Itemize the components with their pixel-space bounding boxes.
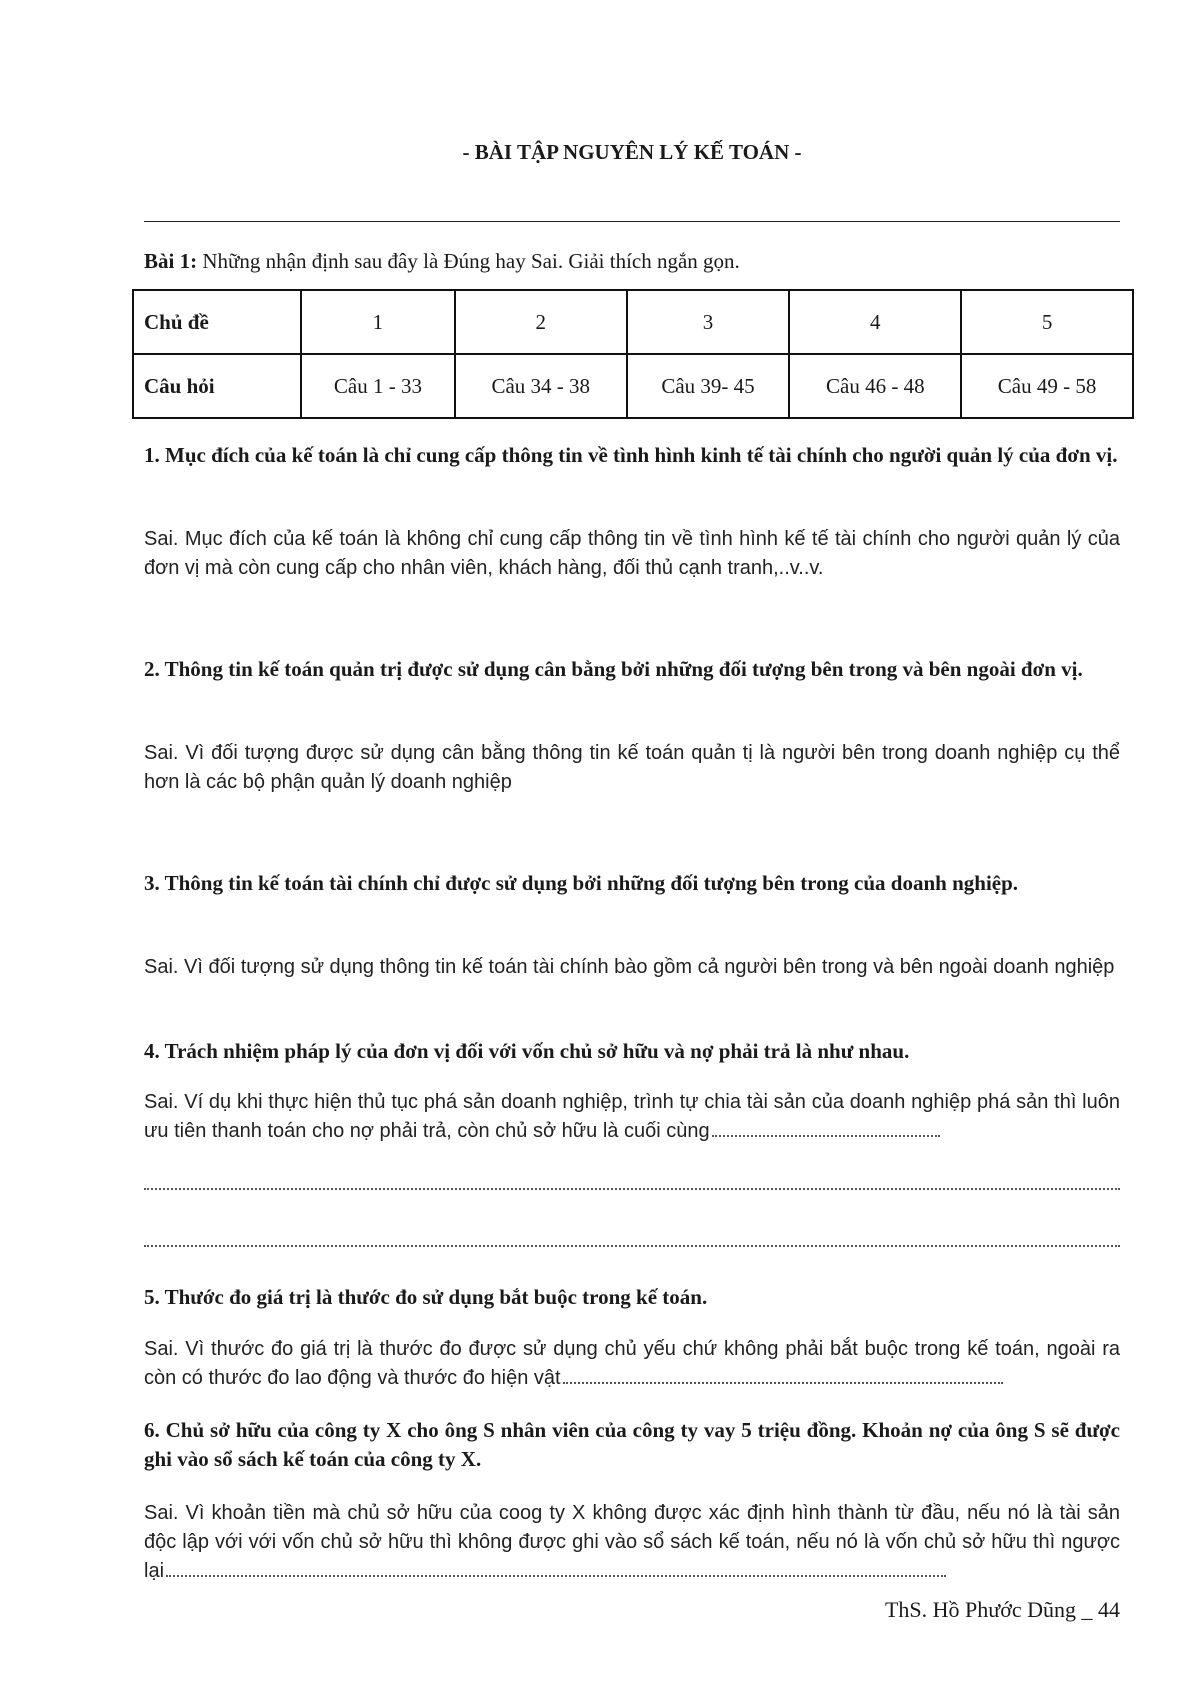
question-2: 2. Thông tin kế toán quản trị được sử dụng cân bằng bởi những đối tượng bên trong và bên ngoài đơn vị. — [144, 657, 1083, 681]
table-cell-question-range: Câu 46 - 48 — [789, 354, 961, 418]
table-cell-topic: 1 — [301, 290, 455, 354]
question-5: 5. Thước đo giá trị là thước đo sử dụng bắt buộc trong kế toán. — [144, 1285, 708, 1309]
question-4 — [144, 1037, 1120, 1066]
table-row-questions — [133, 354, 1133, 418]
exercise-intro — [144, 249, 740, 274]
table-cell-topic: 5 — [961, 290, 1133, 354]
answer-2: Sai. Vì đối tượng được sử dụng cân bằng thông tin kế toán quản tị là người bên trong doanh nghiệp cụ thể hơn là các bộ phận quản lý doanh nghiệp — [144, 742, 1120, 793]
table-cell-topic: 4 — [789, 290, 961, 354]
table-row-topics — [133, 290, 1133, 354]
topics-table — [132, 289, 1134, 419]
exercise-instruction: Những nhận định sau đây là Đúng hay Sai. Giải thích ngắn gọn. — [202, 249, 740, 273]
fill-dots — [563, 1382, 1003, 1384]
blank-answer-line — [144, 1188, 1120, 1190]
answer-4-text: Sai. Ví dụ khi thực hiện thủ tục phá sản doanh nghiệp, trình tự chia tài sản của doanh nghiệp phá sản thì luôn ưu tiên thanh toán cho nợ phải trả, còn chủ sở hữu là cuối cùng — [144, 1091, 1120, 1142]
question-1: 1. Mục đích của kế toán là chỉ cung cấp thông tin về tình hình kinh tế tài chính cho người quản lý của đơn vị. — [144, 443, 1118, 467]
answer-1: Sai. Mục đích của kế toán là không chỉ cung cấp thông tin về tình hình kế tế tài chính cho người quản lý của đơn vị mà còn cung cấp cho nhân viên, khách hàng, đối thủ cạnh tranh,..v..v. — [144, 528, 1120, 579]
answer-4 — [144, 1088, 1120, 1146]
answer-5-text: Sai. Vì thước đo giá trị là thước đo được sử dụng chủ yếu chứ không phải bắt buộc trong kế toán, ngoài ra còn có thước đo lao động và thước đo hiện vật — [144, 1338, 1120, 1389]
row-label-questions: Câu hỏi — [133, 354, 301, 418]
row-label-topic: Chủ đề — [133, 290, 301, 354]
document-page — [144, 0, 1120, 1698]
question-4-text: 4. Trách nhiệm pháp lý của đơn vị đối với vốn chủ sở hữu và nợ phải trả là như nhau. — [144, 1039, 910, 1063]
answer-5 — [144, 1335, 1120, 1393]
table-cell-question-range: Câu 49 - 58 — [961, 354, 1133, 418]
page-footer: ThS. Hồ Phước Dũng _ 44 — [884, 1597, 1120, 1622]
table-cell-question-range: Câu 34 - 38 — [455, 354, 627, 418]
fill-dots — [166, 1575, 946, 1577]
question-3: 3. Thông tin kế toán tài chính chỉ được sử dụng bởi những đối tượng bên trong của doanh nghiệp. — [144, 871, 1019, 895]
blank-answer-line — [144, 1245, 1120, 1247]
table-cell-topic: 2 — [455, 290, 627, 354]
exercise-label: Bài 1: — [144, 249, 198, 273]
table-cell-question-range: Câu 1 - 33 — [301, 354, 455, 418]
answer-6 — [144, 1499, 1120, 1586]
table-cell-topic: 3 — [627, 290, 790, 354]
table-cell-question-range: Câu 39- 45 — [627, 354, 790, 418]
title-divider — [144, 221, 1120, 222]
document-title: - BÀI TẬP NGUYÊN LÝ KẾ TOÁN - — [462, 140, 802, 164]
fill-dots — [712, 1135, 940, 1137]
answer-6-text: Sai. Vì khoản tiền mà chủ sở hữu của coog ty X không được xác định hình thành từ đầu, nếu nó là tài sản độc lập với với vốn chủ sở hữu thì không được ghi vào sổ sách kế toán, nếu nó là vốn chủ sở hữu thì ngược lại — [144, 1502, 1120, 1582]
question-6: 6. Chủ sở hữu của công ty X cho ông S nhân viên của công ty vay 5 triệu đồng. Khoản nợ của ông S sẽ được ghi vào sổ sách kế toán của công ty X. — [144, 1418, 1120, 1471]
answer-3: Sai. Vì đối tượng sử dụng thông tin kế toán tài chính bào gồm cả người bên trong và bên ngoài doanh nghiệp — [144, 956, 1115, 978]
